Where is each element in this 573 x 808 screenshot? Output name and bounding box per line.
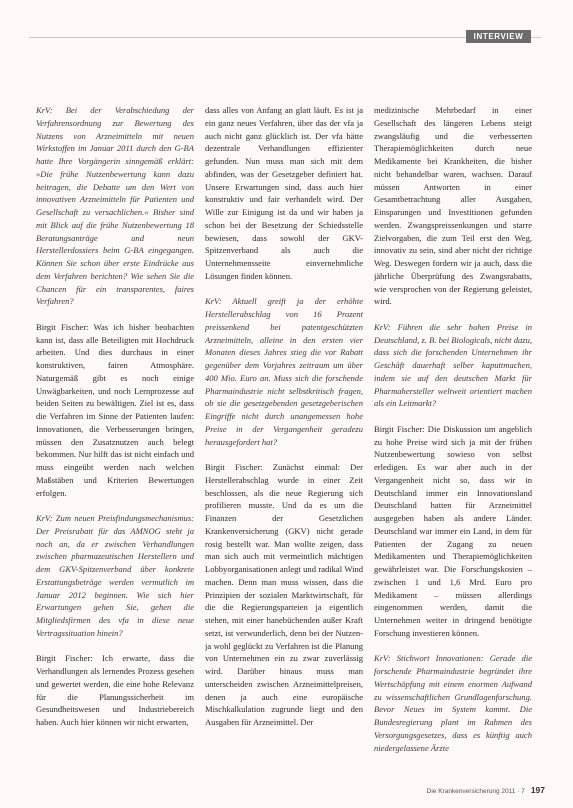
page-footer: [395, 784, 545, 796]
header-rule: [29, 37, 541, 38]
question-paragraph: KrV: Zum neuen Preisfindungsmechanismus: Der Preisrabatt für das AMNOG steht ja noch an, da er zwischen Verhandlungen zwischen pharmazeutischen Herstellern und dem GKV-Spitzenverband über konkrete Erstattungsbeträge werden vermutlich im Januar 2012 beginnen. Wie sich hier Erwartungen gehen Sie, gehen die Mitgliedsfirmen des vfa in diese neue Vertragssituation hinein?: [36, 513, 194, 638]
page-header: [0, 15, 573, 41]
page-number: 197: [530, 785, 545, 795]
answer-paragraph: Birgit Fischer: Was ich bisher beobachten kann ist, dass alle Beteiligten mit Hochdruck arbeiten. Und dies durchaus in einer konstruktiven, fairen Atmosphäre. Naturgemäß gibt es noch einige Unwägbarkeiten, und noch Lernprozesse auf beiden Seiten zu bewältigen. Ziel ist es, dass die Verfahren im Sinne der Patienten laufen: Innovationen, die Verbesserungen bringen, müssen den Zusatznutzen auch belegt bekommen. Nur hilft das ist nicht einfach und muss eingeübt werden nach welchen Maßstäben und Kriterien Bewertungen erfolgen.: [36, 321, 194, 498]
column-2: [205, 104, 363, 764]
question-paragraph: KrV: Führen die sehr hohen Preise in Deutschland, z. B. bei Biologicals, nicht dazu, dass sich die forschenden Unternehmen ihr Geschäft dauerhaft selber kaputtmachen, indem sie auf den deutschen Markt für Pharmahersteller weltweit orientiert machen als ein Leitmarkt?: [374, 321, 532, 409]
answer-paragraph: Birgit Fischer: Ich erwarte, dass die Verhandlungen als lernendes Prozess gesehen und gewertet werden, die eine hohe Relevanz für die Planungssicherheit im Gesundheitswesen und Industriebereich haben. Auch hier können wir nicht erwarten,: [36, 653, 194, 727]
question-paragraph: KrV: Stichwort Innovationen: Gerade die forschende Pharmaindustrie begründet ihre Wertschöpfung mit einem enormen Aufwand zu wissenschaftlichen Grundlagenforschung. Bevor Neues im System kommt. Die Bundesregierung plant im Rahmen des Versorgungsgesetzes, dass es künftig auch niedergelassene Ärzte: [374, 653, 532, 753]
answer-paragraph: dass alles von Anfang an glatt läuft. Es ist ja ein ganz neues Verfahren, über das der vfa ja auch nicht ganz glücklich ist. Der vfa hätte dezentrale Verhandlungen effizienter gefunden. Nun muss man sich mit dem abfinden, was der Gesetzgeber definiert hat. Unsere Erwartungen sind, dass auch hier konstruktiv und fair verhandelt wird. Der Wille zur Einigung ist da und wir haben ja schon bei der Besetzung der Schiedsstelle bewiesen, dass sowohl der GKV-Spitzenverband als auch die Unternehmensseite einvernehmliche Lösungen finden können.: [205, 105, 363, 281]
question-paragraph: KrV: Bei der Verabschiedung der Verfahrensordnung zur Bewertung des Nutzens von Arzneimitteln mit neuen Wirkstoffen im Januar 2011 durch den G-BA hatte Ihre Vorgängerin sinngemäß erklärt: »Die frühe Nutzenbewertung kann dazu beitragen, die Debatte um den Wert von innovativen Arzneimitteln für Patienten und Gesellschaft zu versachlichen.« Bisher sind mit Blick auf die frühe Nutzenbewertung 18 Beratungsanträge und neun Herstellerdossiers beim G-BA eingegangen. Können Sie schon über erste Eindrücke aus dem Verfahren berichten? Wie sehen Sie die Chancen für ein transparentes, faires Verfahren?: [36, 105, 194, 307]
question-paragraph: KrV: Aktuell greift ja der erhöhte Herstellerabschlag von 16 Prozent preissenkend bei patentgeschützten Arzneimitteln, alleine in den ersten vier Monaten dieses Jahres stieg die vor Rabatt gegenüber dem Vorjahres zeitraum um über 400 Mio. Euro an. Muss sich die forschende Pharmaindustrie nicht selbstkritisch fragen, ob sie die gesetzgebenden gesetzgeberischen Eingriffe nicht durch unangemessen hohe Preise in der Vergangenheit geradezu herausgefordert hat?: [205, 296, 363, 447]
answer-paragraph: Birgit Fischer: Zunächst einmal: Der Herstellerabschlag wurde in einer Zeit beschlossen, als die neue Regierung sich profilieren musste. Und da es um die Finanzen der Gesetzlichen Krankenversicherung (GKV) nicht gerade rosig bestellt war. Man wollte zeigen, dass man sich auch mit vermeintlich mächtigen Lobbyorganisationen anlegt und radikal Wind machen. Denn man muss wissen, dass die Prinzipien der sozialen Marktwirtschaft, für die die Regierungsparteien ja eigentlich stehen, mit einer hanebüchenden außer Kraft setzt, ist verwunderlich, denn bei der Nutzen- ja wohl geglückt zu Verfahren ist die Planung von Unternehmen ein zu zwar zuverlässig wird. Darüber hinaus muss man unterscheiden zwischen Arzneimittelpreisen, denen ja auch eine europäische Mischkalkulation zugrunde liegt und den Ausgaben für Arzneimittel. Der: [205, 462, 363, 727]
section-label: INTERVIEW: [466, 30, 531, 43]
column-1: [36, 104, 194, 764]
answer-paragraph: Birgit Fischer: Die Diskussion um angeblich zu hohe Preise wird sich ja mit der frühen Nutzenbewertung sowieso von selbst erledigen. Es war aber auch in der Vergangenheit nicht so, dass wir in Deutschland immer ein Innovationsland Deutschland hatten für Arzneimittel ausgegeben haben als andere Länder. Deutschland war immer ein Land, in dem für Patienten der Zugang zu neuen Medikamenten und Therapiemöglichkeiten gewährleistet war. Die Forschungskosten – zwischen 1 und 1,6 Mrd. Euro pro Medikament – müssen allerdings eingenommen werden, damit die Unternehmen weiter in dringend benötigte Forschung investieren können.: [374, 423, 532, 638]
article-body: [36, 104, 532, 764]
publication-name: Die Krankenversicherung 2011 · 7: [426, 788, 525, 795]
column-3: [374, 104, 532, 764]
answer-paragraph: medizinische Mehrbedarf in einer Gesellschaft des längeren Lebens steigt zwangsläufig und die verbesserten Therapiemöglichkeiten durch neue Medikamente bei Krankheiten, die bisher nicht behandelbar waren, wachsen. Darauf müssen Antworten in einer Gesamtbetrachtung aller Ausgaben, Einsparungen und Investitionen gefunden werden. Zwangspreissenkungen und starre Zielvorgaben, die zum Teil erst den Weg, innovativ zu sein, sind aber nicht der richtige Weg. Deswegen fordern wir ja auch, dass die jährliche Überprüfung des Zwangsrabatts, wie versprochen von der Regierung geleistet, wird.: [374, 105, 532, 307]
